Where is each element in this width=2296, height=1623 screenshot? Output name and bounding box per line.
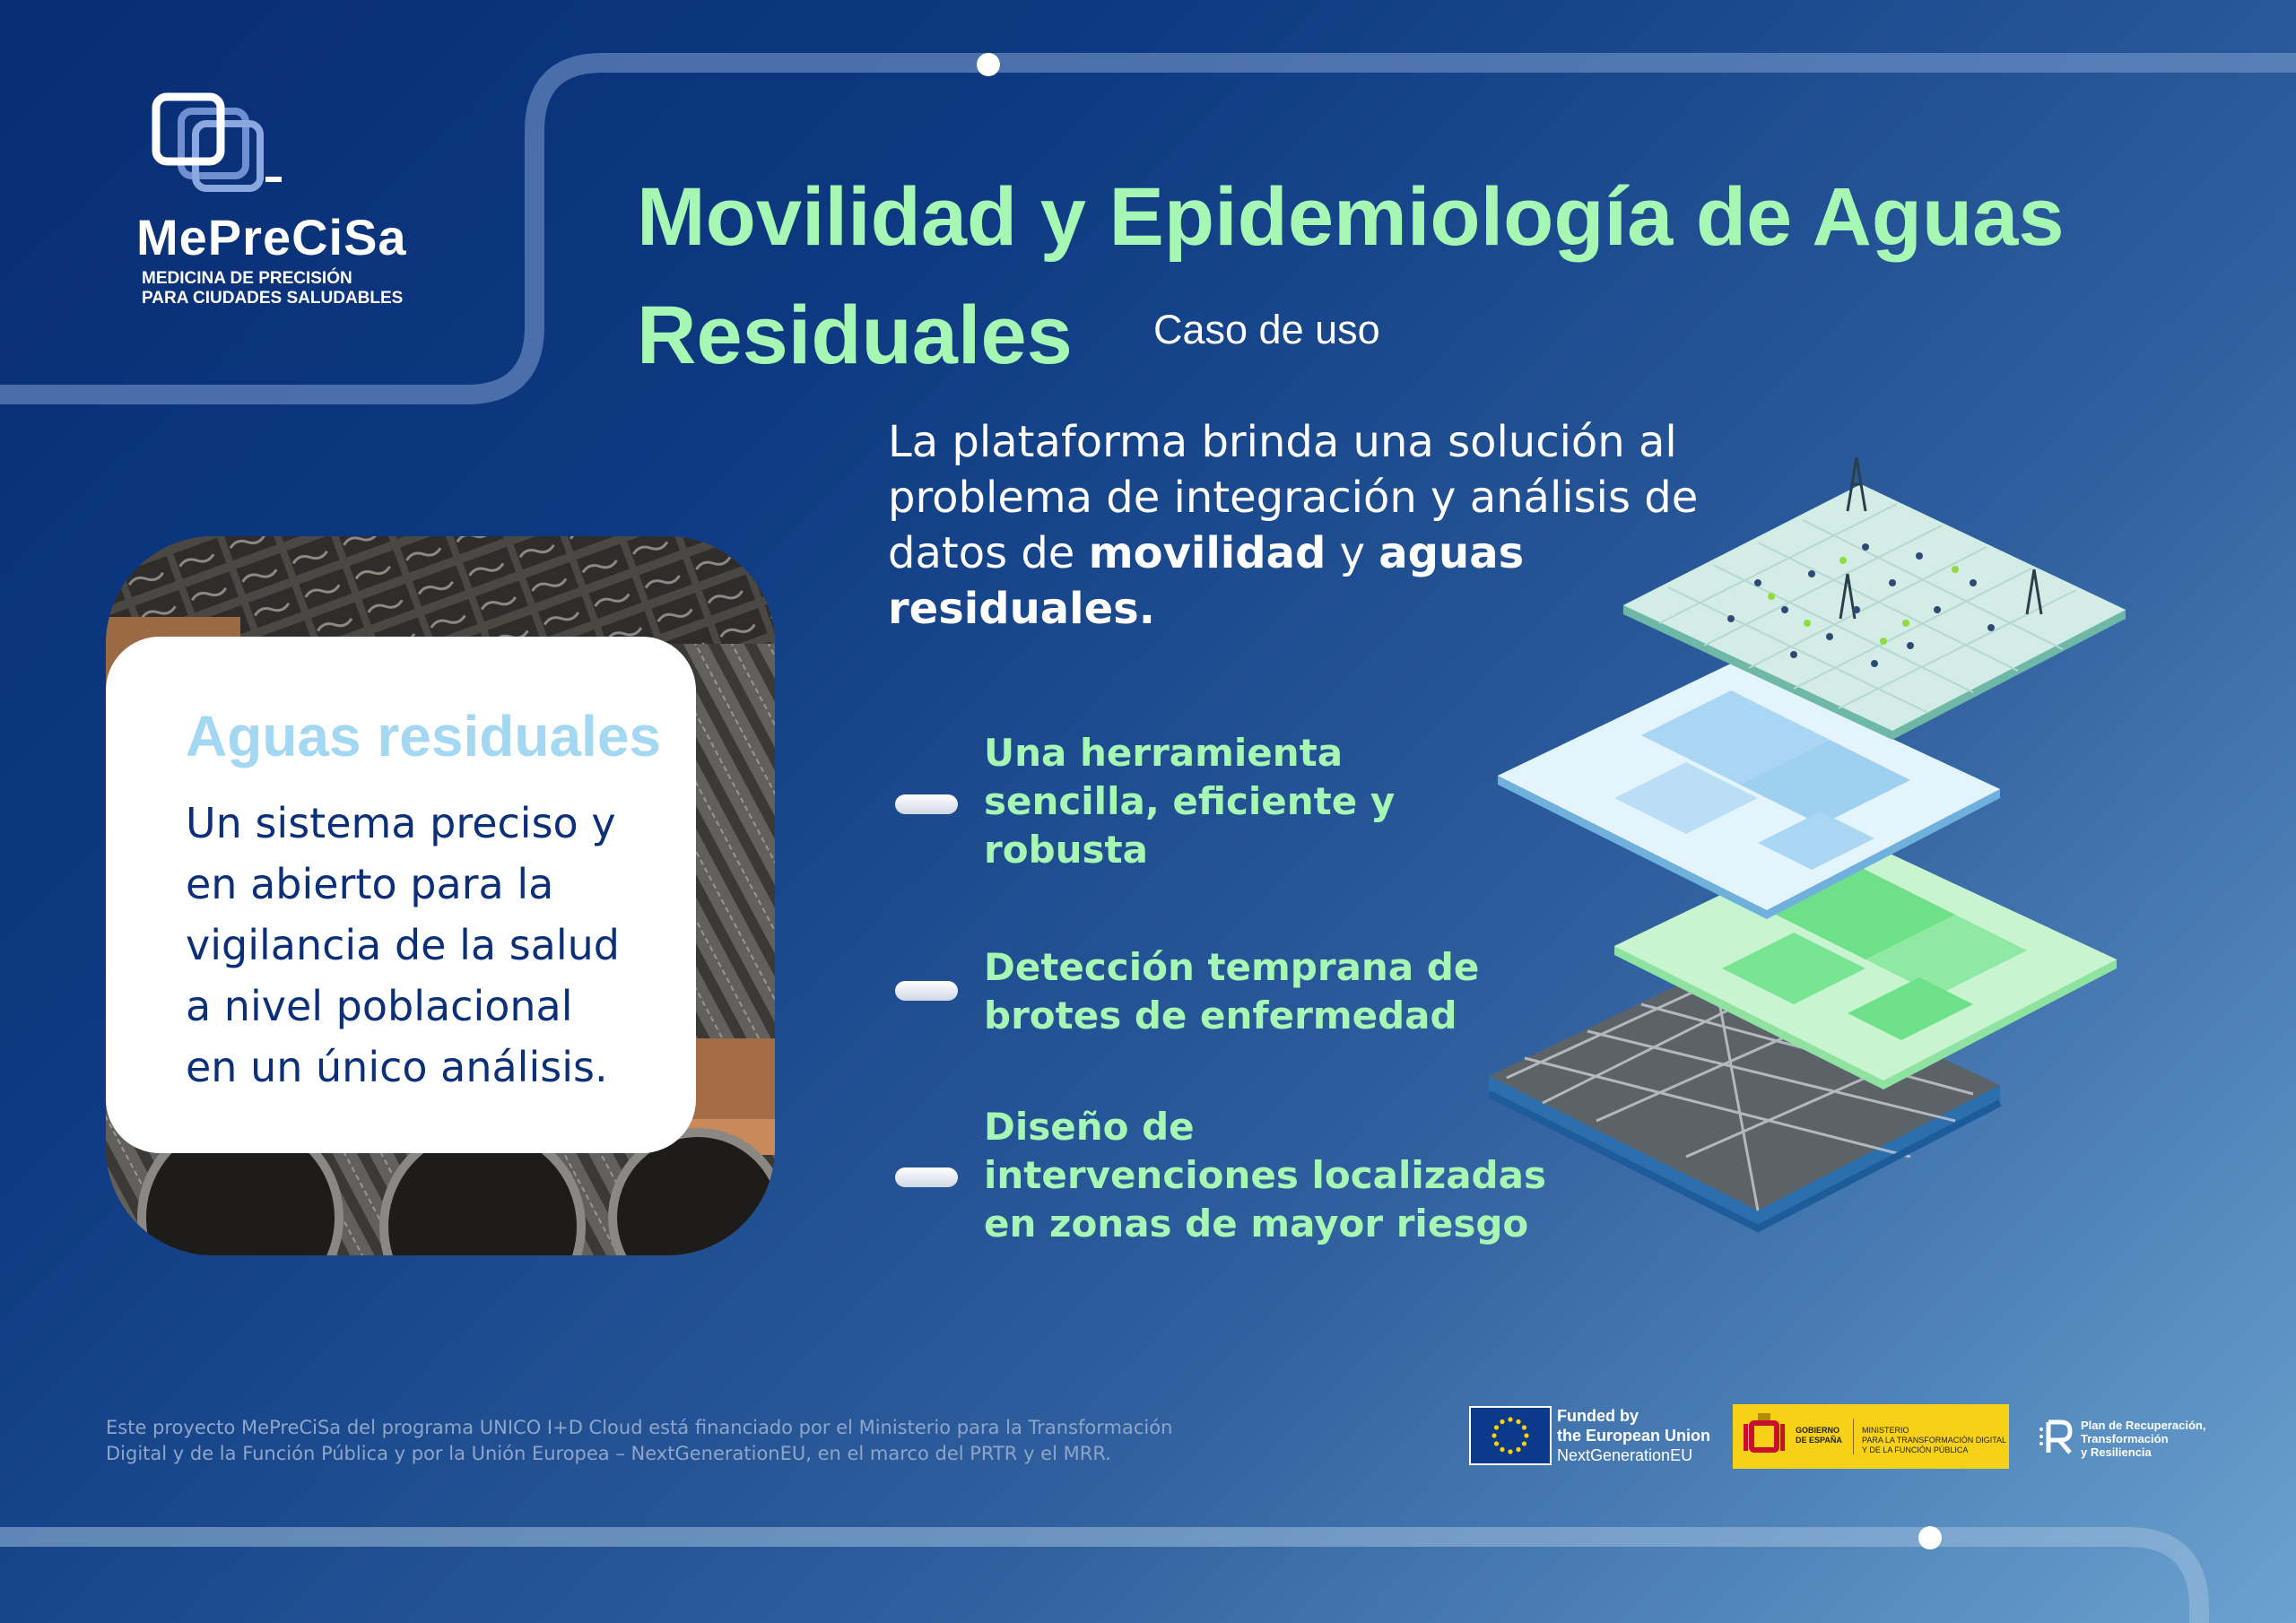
funding-note-line2: Digital y de la Función Pública y por la Unión Europea – NextGenerationEU, en el marco del PRTR y el MRR.	[106, 1443, 1111, 1464]
intro-text: datos de	[888, 528, 1089, 578]
gob-line2: DE ESPAÑA	[1796, 1436, 1842, 1445]
divider	[1853, 1419, 1854, 1454]
info-card-line: en un único análisis.	[186, 1043, 608, 1091]
bullet-line: Una herramienta	[984, 731, 1344, 775]
gob-line1: GOBIERNO	[1796, 1426, 1840, 1435]
intro-line2: problema de integración y análisis de	[888, 473, 1699, 523]
eu-flag-icon	[1469, 1406, 1552, 1465]
page-title	[637, 158, 2215, 395]
min-line1: MINISTERIO	[1862, 1426, 1909, 1435]
bullet-dash-icon	[895, 1167, 958, 1187]
bullet-line: intervenciones localizadas	[984, 1153, 1546, 1197]
page-title-line2: Residuales	[637, 290, 1073, 381]
data-layers-illustration	[1489, 439, 2135, 1264]
spain-shield-icon	[1742, 1411, 1787, 1462]
eu-line3: NextGenerationEU	[1557, 1446, 1693, 1464]
eu-line2: the European Union	[1557, 1427, 1710, 1445]
government-label	[1796, 1426, 1842, 1445]
bullet-line: brotes de enfermedad	[984, 994, 1457, 1037]
intro-emphasis-water: aguas	[1378, 528, 1525, 578]
bullet-line: en zonas de mayor riesgo	[984, 1202, 1529, 1245]
bullet-dash-icon	[895, 981, 958, 1001]
intro-line1: La plataforma brinda una solución al	[888, 417, 1677, 467]
intro-text: y	[1326, 528, 1379, 578]
prtr-line3: y Resiliencia	[2081, 1445, 2152, 1459]
logo-tagline-line1: MEDICINA DE PRECISIÓN	[142, 269, 352, 288]
bullet-item-design	[984, 1103, 1546, 1248]
bullet-line: robusta	[984, 828, 1148, 872]
prtr-logo-icon	[2038, 1417, 2075, 1456]
info-card-title: Aguas residuales	[186, 704, 661, 768]
ministry-label	[1862, 1426, 2006, 1455]
info-card-line: Un sistema preciso y	[186, 799, 616, 847]
min-line2: PARA LA TRANSFORMACIÓN DIGITAL	[1862, 1436, 2007, 1445]
bullet-line: sencilla, eficiente y	[984, 779, 1396, 823]
intro-emphasis-mobility: movilidad	[1088, 528, 1326, 578]
info-card-line: vigilancia de la salud	[186, 921, 620, 969]
eu-funding-label	[1557, 1406, 1710, 1465]
funding-note	[106, 1415, 1218, 1467]
page-title-line1: Movilidad y Epidemiología de Aguas	[637, 171, 2065, 263]
intro-emphasis-residual: residuales.	[888, 584, 1155, 634]
logo-squares-icon	[151, 91, 294, 208]
logo-tagline-line2: PARA CIUDADES SALUDABLES	[142, 289, 404, 308]
min-line3: Y DE LA FUNCIÓN PÚBLICA	[1862, 1445, 1969, 1454]
frame-bottom-decoration	[0, 1488, 2296, 1623]
bullet-item-detection	[984, 943, 1479, 1040]
prtr-label	[2081, 1419, 2205, 1459]
logo-name: MePreCiSa	[136, 209, 407, 265]
info-card-text	[186, 793, 670, 1098]
info-card-line: a nivel poblacional	[186, 982, 573, 1030]
info-card-line: en abierto para la	[186, 860, 554, 908]
bullet-line: Diseño de	[984, 1105, 1195, 1149]
eu-line1: Funded by	[1557, 1407, 1639, 1425]
page-subtitle: Caso de uso	[1153, 307, 1380, 352]
prtr-line1: Plan de Recuperación,	[2081, 1419, 2206, 1432]
prtr-line2: Transformación	[2081, 1432, 2169, 1445]
bullet-item-tool	[984, 729, 1395, 874]
logo-tagline	[142, 269, 403, 308]
bullet-dash-icon	[895, 794, 958, 814]
bullet-line: Detección temprana de	[984, 945, 1480, 989]
funding-note-line1: Este proyecto MePreCiSa del programa UNICO I+D Cloud está financiado por el Ministerio para la Transformación	[106, 1417, 1173, 1438]
